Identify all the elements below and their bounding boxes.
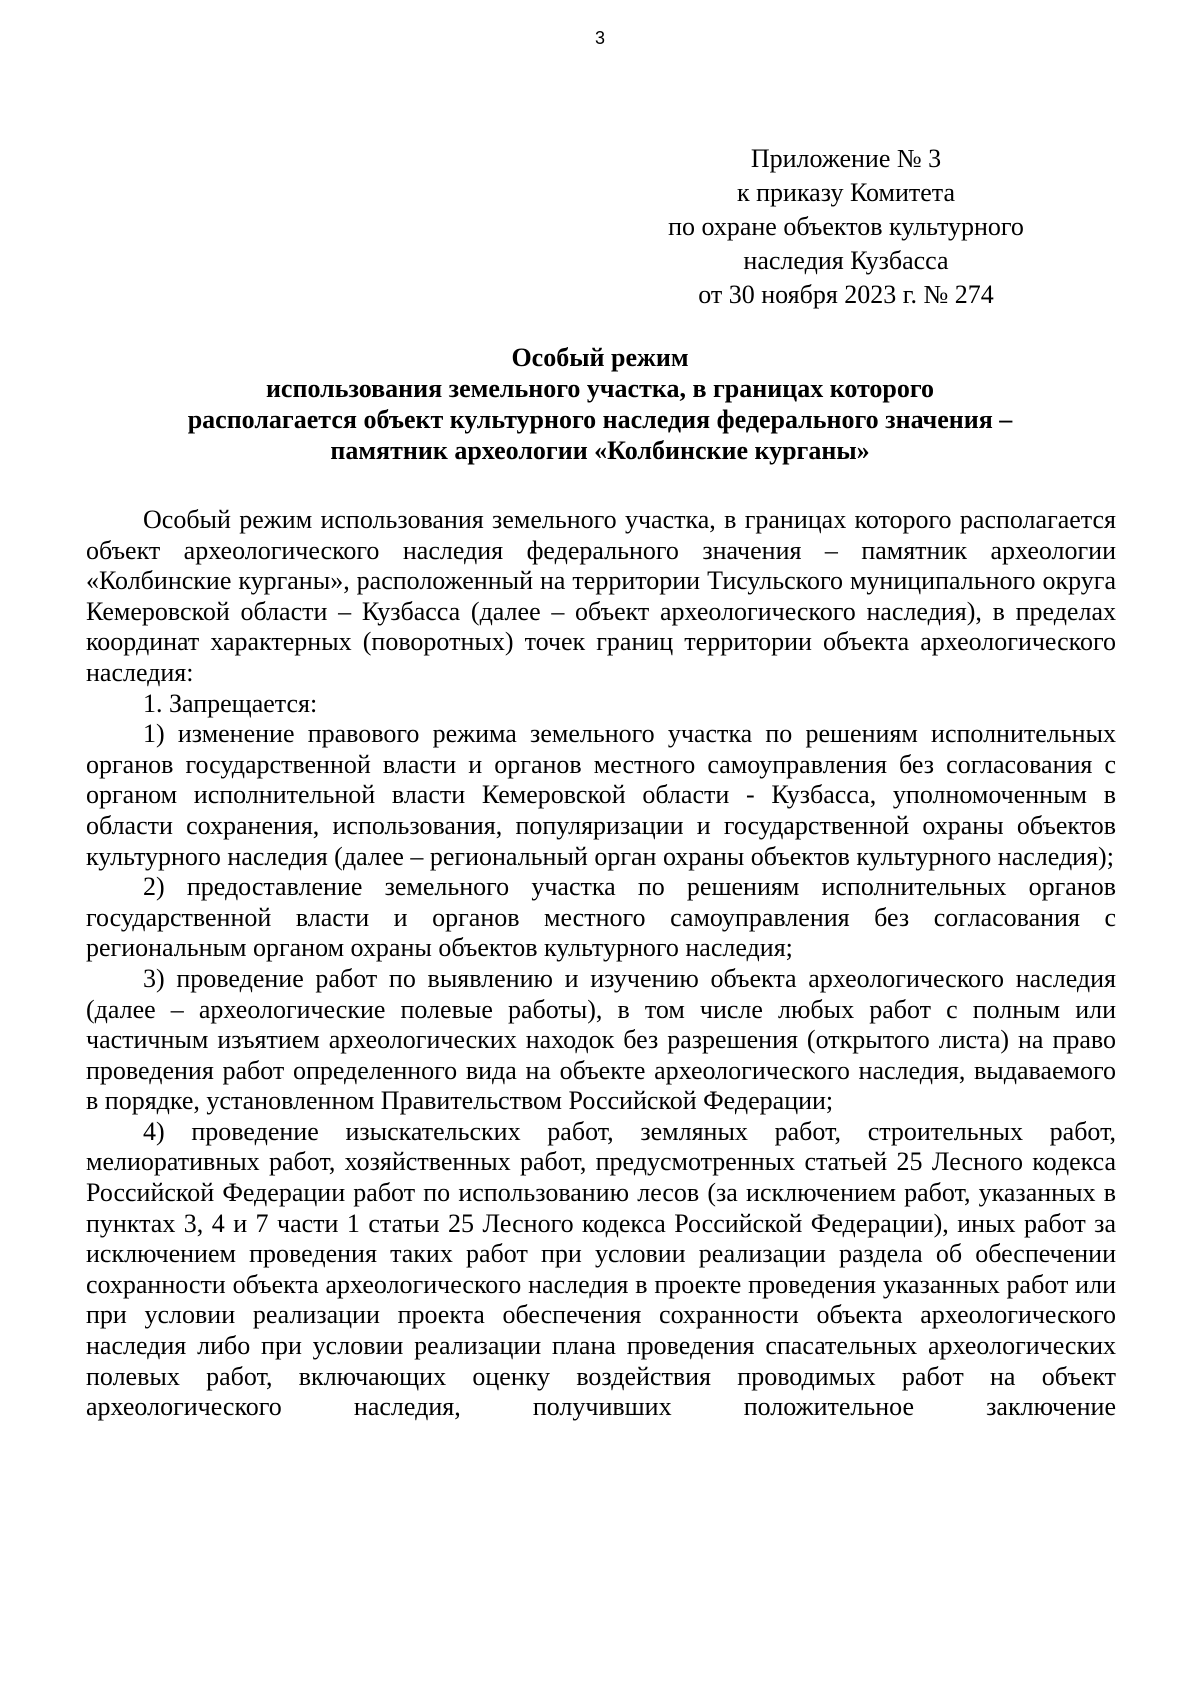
- appendix-header: [600, 142, 1092, 312]
- appendix-line: к приказу Комитета: [736, 178, 955, 207]
- title-line: располагается объект культурного наследия федерального значения –: [187, 405, 1013, 434]
- appendix-line: от 30 ноября 2023 г. № 274: [698, 280, 994, 309]
- title-line: Особый режим: [511, 343, 689, 372]
- appendix-line: наследия Кузбасса: [743, 246, 949, 275]
- intro-paragraph: Особый режим использования земельного участка, в границах которого располагается объект археологического наследия федерального значения – памятник археологии «Колбинские курганы», расположенный на территории Тисульского муниципального округа Кемеровской области – Кузбасса (далее – объект археологического наследия), в пределах координат характерных (поворотных) точек границ территории объекта археологического наследия:: [86, 505, 1116, 687]
- title-line: памятник археологии «Колбинские курганы»: [330, 436, 870, 465]
- list-item-4: 4) проведение изыскательских работ, земляных работ, строительных работ, мелиоративных работ, хозяйственных работ, предусмотренных статьей 25 Лесного кодекса Российской Федерации работ по использованию лесов (за исключением работ, указанных в пунктах 3, 4 и 7 части 1 статьи 25 Лесного кодекса Российской Федерации), иных работ за исключением проведения таких работ при условии реализации раздела об обеспечении сохранности объекта археологического наследия в проекте проведения указанных работ или при условии реализации проекта обеспечения сохранности объекта археологического наследия либо при условии реализации плана проведения спасательных археологических полевых работ, включающих оценку воздействия проводимых работ на объект археологического наследия, получивших положительное заключение: [86, 1116, 1116, 1422]
- section-heading-prohibited: 1. Запрещается:: [143, 688, 318, 718]
- list-item-2: 2) предоставление земельного участка по решениям исполнительных органов государственной власти и органов местного самоуправления без согласования с региональным органом охраны объектов культурного наследия;: [86, 872, 1116, 963]
- page-number: 3: [594, 28, 605, 48]
- appendix-line: по охране объектов культурного: [668, 212, 1024, 241]
- list-item-1: 1) изменение правового режима земельного участка по решениям исполнительных органов государственной власти и органов местного самоуправления без согласования с органом исполнительной власти Кемеровской области - Кузбасса, уполномоченным в области сохранения, использования, популяризации и государственной охраны объектов культурного наследия (далее – региональный орган охраны объектов культурного наследия);: [86, 719, 1116, 871]
- list-item-3: 3) проведение работ по выявлению и изучению объекта археологического наследия (далее – археологические полевые работы), в том числе любых работ с полным или частичным изъятием археологических находок без разрешения (открытого листа) на право проведения работ определенного вида на объекте археологического наследия, выдаваемого в порядке, установленном Правительством Российской Федерации;: [86, 963, 1116, 1116]
- document-title: [90, 342, 1110, 466]
- document-body: [86, 505, 1116, 1423]
- appendix-line: Приложение № 3: [750, 144, 942, 173]
- title-line: использования земельного участка, в границах которого: [265, 374, 935, 403]
